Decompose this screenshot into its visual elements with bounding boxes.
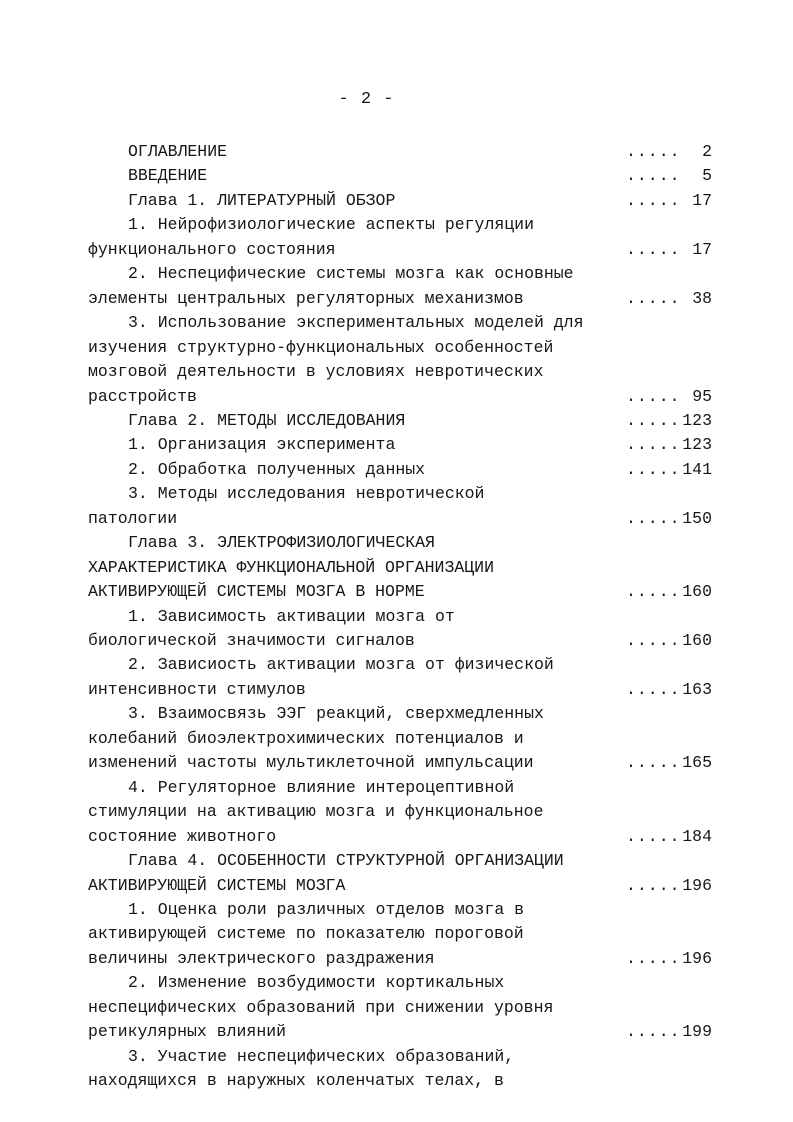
toc-line	[0, 727, 793, 751]
toc-entry-text: 3. Взаимосвязь ЭЭГ реакций, сверхмедленных	[128, 704, 544, 724]
toc-entry-text: функционального состояния	[88, 239, 336, 259]
toc-leader-dots: .....	[626, 239, 681, 259]
toc-entry-text: 1. Организация эксперимента	[128, 435, 396, 455]
toc-entry-text: Глава 1. ЛИТЕРАТУРНЫЙ ОБЗОР	[128, 190, 396, 210]
toc-leader-dots: .....	[626, 435, 681, 455]
toc-page-number: 5	[702, 166, 712, 186]
toc-entry-text: 1. Оценка роли различных отделов мозга в	[128, 899, 525, 919]
toc-line	[0, 433, 793, 457]
toc-line	[0, 629, 793, 653]
toc-line	[0, 1069, 793, 1093]
toc-line	[0, 287, 793, 311]
toc-entry-text: 2. Обработка полученных данных	[128, 459, 426, 479]
toc-entry-text: мозговой деятельности в условиях невротических	[88, 362, 544, 382]
toc-leader-dots: .....	[626, 166, 681, 186]
toc-line	[0, 140, 793, 164]
toc-entry-text: изучения структурно-функциональных особенностей	[88, 337, 554, 357]
toc-line	[0, 776, 793, 800]
toc-page-number: 141	[682, 459, 712, 479]
toc-leader-dots: .....	[626, 582, 681, 602]
toc-leader-dots: .....	[626, 1022, 681, 1042]
toc-page-number: 17	[692, 190, 712, 210]
toc-leader-dots: .....	[626, 826, 681, 846]
toc-line	[0, 898, 793, 922]
toc-line	[0, 580, 793, 604]
toc-page-number: 196	[682, 875, 712, 895]
toc-entry-text: 3. Использование экспериментальных моделей для	[128, 313, 584, 333]
toc-page-number: 17	[692, 239, 712, 259]
toc-line	[0, 360, 793, 384]
toc-line	[0, 800, 793, 824]
toc-leader-dots: .....	[626, 631, 681, 650]
toc-entry-text: ОГЛАВЛЕНИЕ	[128, 142, 228, 161]
toc-page-number: 160	[682, 582, 712, 602]
toc-line	[0, 702, 793, 726]
toc-line	[0, 336, 793, 360]
toc-line	[0, 874, 793, 898]
toc-line	[0, 849, 793, 873]
toc-line	[0, 409, 793, 433]
toc-entry-text: активирующей системе по показателю пороговой	[88, 924, 524, 944]
toc-line	[0, 385, 793, 409]
toc-entry-text: ХАРАКТЕРИСТИКА ФУНКЦИОНАЛЬНОЙ ОРГАНИЗАЦИИ	[88, 557, 494, 577]
toc-line	[0, 213, 793, 237]
toc-entry-text: расстройств	[88, 386, 197, 406]
toc-line	[0, 164, 793, 188]
toc-line	[0, 1045, 793, 1069]
toc-leader-dots: .....	[626, 386, 681, 406]
toc-entry-text: Глава 2. МЕТОДЫ ИССЛЕДОВАНИЯ	[128, 410, 406, 430]
toc-leader-dots: .....	[626, 288, 681, 308]
toc-entry-text: находящихся в наружных коленчатых телах, в	[88, 1071, 504, 1091]
toc-line	[0, 458, 793, 482]
toc-entry-text: АКТИВИРУЮЩЕЙ СИСТЕМЫ МОЗГА В НОРМЕ	[88, 582, 425, 602]
toc-entry-text: элементы центральных регуляторных механизмов	[88, 288, 524, 308]
toc-entry-text: 2. Изменение возбудимости кортикальных	[128, 973, 505, 993]
toc-line	[0, 678, 793, 702]
toc-entry-text: 1. Нейрофизиологические аспекты регуляции	[128, 215, 534, 235]
toc-page-number: 160	[682, 631, 712, 650]
toc-leader-dots: .....	[626, 142, 681, 161]
toc-line	[0, 507, 793, 531]
toc-line	[0, 971, 793, 995]
toc-entry-text: биологической значимости сигналов	[88, 631, 415, 650]
toc-page-number: 196	[682, 948, 712, 968]
toc-entry-text: патологии	[88, 508, 178, 528]
toc-page-number: 165	[682, 753, 712, 773]
toc-line	[0, 996, 793, 1020]
toc-line	[0, 1020, 793, 1044]
toc-entry-text: неспецифических образований при снижении уровня	[88, 997, 554, 1017]
toc-line	[0, 238, 793, 262]
toc-entry-text: состояние животного	[88, 826, 277, 846]
toc-entry-text: ВВЕДЕНИЕ	[128, 166, 208, 186]
toc-line	[0, 751, 793, 775]
toc-line	[0, 311, 793, 335]
toc-line	[0, 653, 793, 677]
toc-entry-text: 2. Неспецифические системы мозга как основные	[128, 264, 574, 284]
toc-entry-text: изменений частоты мультиклеточной импульсации	[88, 753, 534, 773]
toc-page-number: 123	[682, 410, 712, 430]
toc-line	[0, 605, 793, 629]
toc-page-number: 2	[702, 142, 712, 161]
toc-line	[0, 922, 793, 946]
toc-entry-text: Глава 3. ЭЛЕКТРОФИЗИОЛОГИЧЕСКАЯ	[128, 533, 435, 553]
toc-leader-dots: .....	[626, 459, 681, 479]
toc-entry-text: ретикулярных влияний	[88, 1022, 287, 1042]
toc-line	[0, 556, 793, 580]
toc-line	[0, 189, 793, 213]
toc-page-number: 184	[682, 826, 712, 846]
toc-leader-dots: .....	[626, 190, 681, 210]
toc-entry-text: величины электрического раздражения	[88, 948, 435, 968]
toc-entry-text: 4. Регуляторное влияние интероцептивной	[128, 777, 515, 797]
toc-line	[0, 531, 793, 555]
toc-line	[0, 262, 793, 286]
toc-page-number: 163	[682, 679, 712, 699]
toc-page-number: 199	[682, 1022, 712, 1042]
toc-page-number: 123	[682, 435, 712, 455]
toc-entry-text: 1. Зависимость активации мозга от	[128, 606, 455, 626]
toc-page-number: 150	[682, 508, 712, 528]
toc-page-number: 38	[692, 288, 712, 308]
toc-leader-dots: .....	[626, 753, 681, 773]
toc-line	[0, 947, 793, 971]
toc-entry-text: 3. Методы исследования невротической	[128, 484, 485, 504]
toc-leader-dots: .....	[626, 948, 681, 968]
toc-entry-text: 2. Зависиость активации мозга от физической	[128, 655, 554, 675]
toc-entry-text: интенсивности стимулов	[88, 679, 306, 699]
toc-leader-dots: .....	[626, 508, 681, 528]
toc-line	[0, 482, 793, 506]
toc-leader-dots: .....	[626, 875, 681, 895]
toc-leader-dots: .....	[626, 410, 681, 430]
toc-line	[0, 825, 793, 849]
toc-entry-text: 3. Участие неспецифических образований,	[128, 1046, 515, 1066]
toc-entry-text: стимуляции на активацию мозга и функциональное	[88, 802, 544, 822]
toc-entry-text: колебаний биоэлектрохимических потенциалов и	[88, 728, 524, 748]
toc-leader-dots: .....	[626, 679, 681, 699]
toc-entry-text: Глава 4. ОСОБЕННОСТИ СТРУКТУРНОЙ ОРГАНИЗАЦИИ	[128, 851, 564, 871]
toc-page-number: 95	[692, 386, 712, 406]
toc-entry-text: АКТИВИРУЮЩЕЙ СИСТЕМЫ МОЗГА	[88, 875, 346, 895]
page-number: - 2 -	[338, 90, 395, 109]
